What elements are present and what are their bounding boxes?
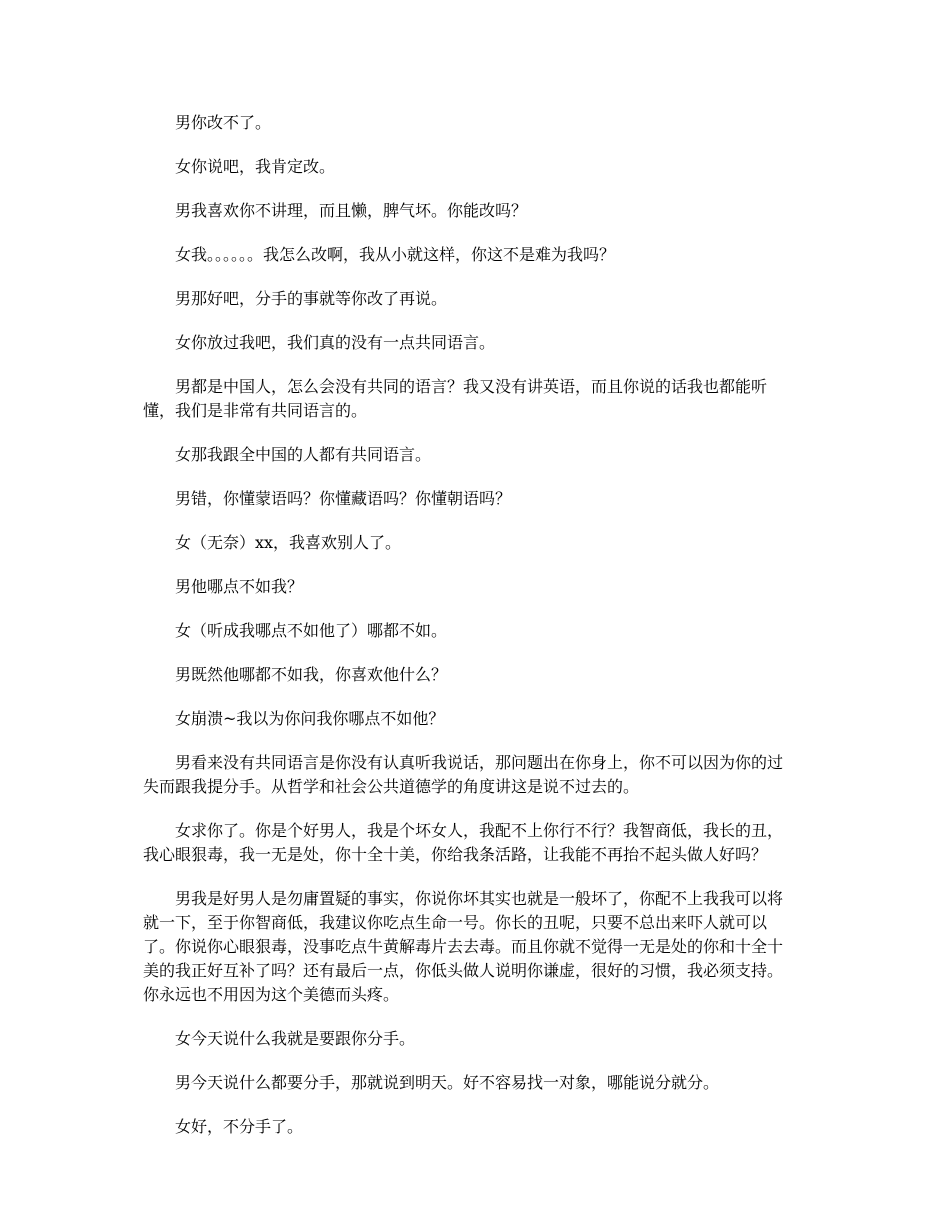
paragraph: 男看来没有共同语言是你没有认真听我说话，那问题出在你身上，你不可以因为你的过失而跟我提分手。从哲学和社会公共道德学的角度讲这是说不过去的。 (143, 753, 784, 796)
paragraph: 女今天说什么我就是要跟你分手。 (175, 1029, 416, 1048)
paragraph: 女你说吧，我肯定改。 (175, 157, 336, 176)
paragraph: 女崩溃~我以为你问我你哪点不如他？ (175, 709, 445, 728)
paragraph: 男我是好男人是勿庸置疑的事实，你说你坏其实也就是一般坏了，你配不上我我可以将就一下，至于你智商低，我建议你吃点生命一号。你长的丑呢，只要不总出来吓人就可以了。你说你心眼狠毒，没事吃点牛黄解毒片去去毒。而且你就不觉得一无是处的你和十全十美的我正好互补了吗？还有最后一点，你低头做人说明你谦虚，很好的习惯，我必须支持。你永远也不用因为这个美德而头疼。 (143, 889, 784, 1004)
document-body (143, 111, 793, 1159)
paragraph: 女求你了。你是个好男人，我是个坏女人，我配不上你行不行？我智商低，我长的丑，我心眼狠毒，我一无是处，你十全十美，你给我条活路，让我能不再抬不起头做人好吗？ (143, 821, 784, 864)
paragraph: 女那我跟全中国的人都有共同语言。 (175, 445, 432, 464)
paragraph: 女我。。。。。。我怎么改啊，我从小就这样，你这不是难为我吗？ (175, 245, 616, 264)
paragraph: 男都是中国人，怎么会没有共同的语言？我又没有讲英语，而且你说的话我也都能听懂，我们是非常有共同语言的。 (143, 377, 768, 420)
paragraph: 男我喜欢你不讲理，而且懒，脾气坏。你能改吗？ (175, 201, 528, 220)
paragraph: 男今天说什么都要分手，那就说到明天。好不容易找一对象，哪能说分就分。 (175, 1073, 720, 1092)
paragraph: 女（无奈）xx，我喜欢别人了。 (175, 533, 402, 552)
paragraph: 女好，不分手了。 (175, 1117, 304, 1136)
paragraph: 男你改不了。 (175, 113, 272, 132)
paragraph: 男错，你懂蒙语吗？你懂藏语吗？你懂朝语吗？ (175, 489, 512, 508)
paragraph: 男他哪点不如我？ (175, 577, 304, 596)
paragraph: 男既然他哪都不如我，你喜欢他什么？ (175, 665, 448, 684)
paragraph: 男那好吧，分手的事就等你改了再说。 (175, 289, 448, 308)
paragraph: 女你放过我吧，我们真的没有一点共同语言。 (175, 333, 496, 352)
paragraph: 女（听成我哪点不如他了）哪都不如。 (175, 621, 448, 640)
